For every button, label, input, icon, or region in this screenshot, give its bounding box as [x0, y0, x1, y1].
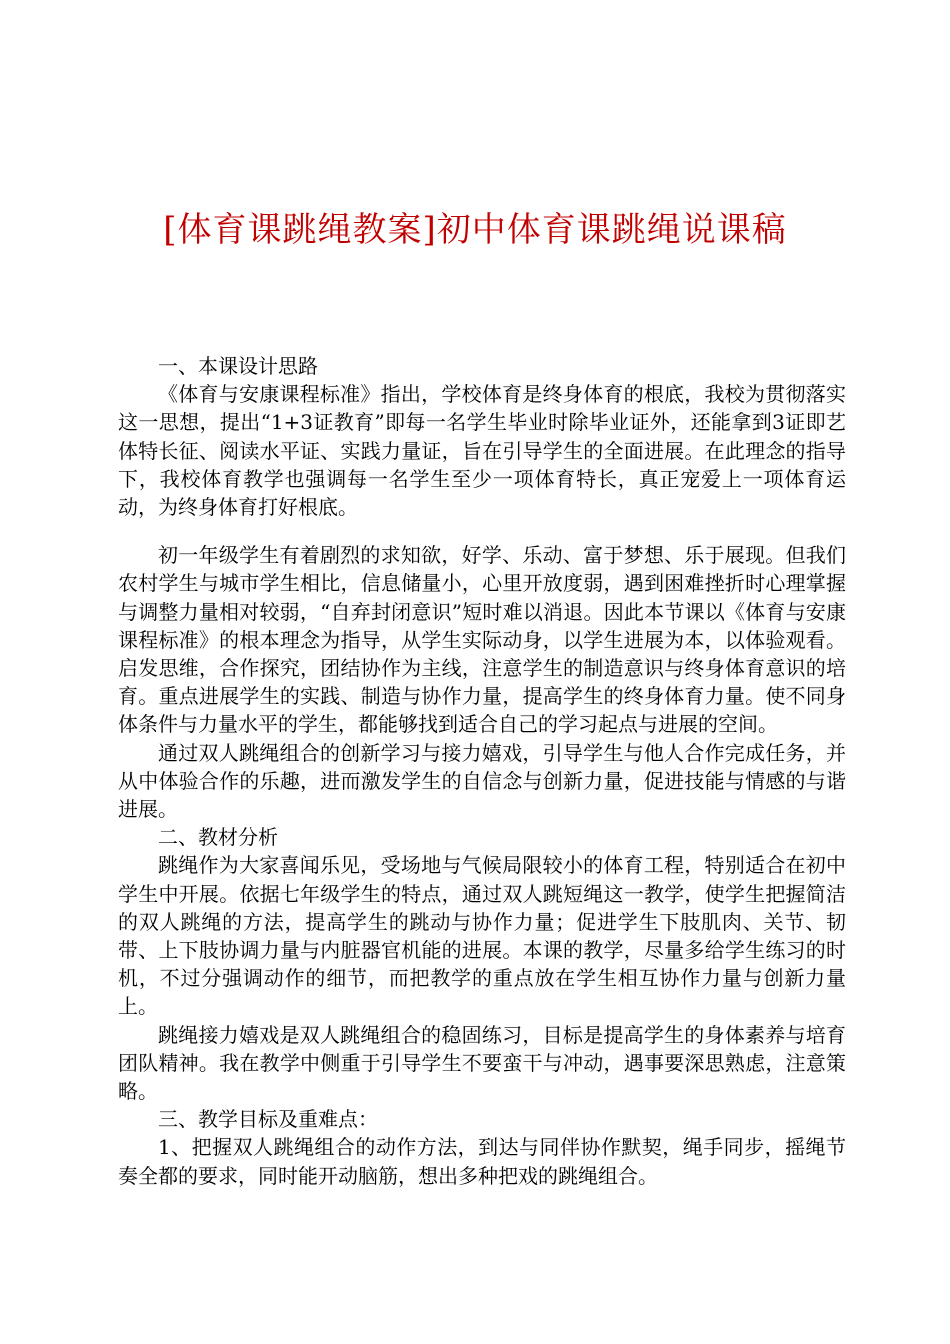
paragraph-relay-game: 跳绳接力嬉戏是双人跳绳组合的稳固练习，目标是提高学生的身体素养与培育团队精神。我在教学中侧重于引导学生不要蛮干与冲动，遇事要深思熟虑，注意策略。	[118, 1022, 846, 1104]
paragraph-rope-skipping-material: 跳绳作为大家喜闻乐见，受场地与气候局限较小的体育工程，特别适合在初中学生中开展。依据七年级学生的特点，通过双人跳短绳这一教学，使学生把握简洁的双人跳绳的方法，提高学生的跳动与协作力量；促进学生下肢肌肉、关节、韧带、上下肢协调力量与内脏器官机能的进展。本课的教学，尽量多给学生练习的时机，不过分强调动作的细节，而把教学的重点放在学生相互协作力量与创新力量上。	[118, 853, 846, 1019]
paragraph-goal-1: 1、把握双人跳绳组合的动作方法，到达与同伴协作默契，绳手同步，摇绳节奏全都的要求，同时能开动脑筋，想出多种把戏的跳绳组合。	[118, 1135, 846, 1188]
paragraph-student-analysis: 初一年级学生有着剧烈的求知欲，好学、乐动、富于梦想、乐于展现。但我们农村学生与城市学生相比，信息储量小，心里开放度弱，遇到困难挫折时心理掌握与调整力量相对较弱，“自弃封闭意识”短时难以消退。因此本节课以《体育与安康课程标准》的根本理念为指导，从学生实际动身，以学生进展为本，以体验观看。启发思维，合作探究，团结协作为主线，注意学生的制造意识与终身体育意识的培育。重点进展学生的实践、制造与协作力量，提高学生的终身体育力量。使不同身体条件与力量水平的学生，都能够找到适合自己的学习起点与进展的空间。	[118, 543, 846, 737]
document-title: [体育课跳绳教案]初中体育课跳绳说课稿	[163, 210, 787, 250]
section-heading-design-idea: 一、本课设计思路	[158, 354, 318, 378]
section-heading-material-analysis: 二、教材分析	[158, 825, 278, 850]
paragraph-curriculum-standard: 《体育与安康课程标准》指出，学校体育是终身体育的根底，我校为贯彻落实这一思想，提出“1+3证教育”即每一名学生毕业时除毕业证外，还能拿到3证即艺体特长征、阅读水平证、实践力量证，旨在引导学生的全面进展。在此理念的指导下，我校体育教学也强调每一名学生至少一项体育特长，真正宠爱上一项体育运动，为终身体育打好根底。	[118, 382, 846, 520]
paragraph-double-rope-goal: 通过双人跳绳组合的创新学习与接力嬉戏，引导学生与他人合作完成任务，并从中体验合作的乐趣，进而激发学生的自信念与创新力量，促进技能与情感的与谐进展。	[118, 740, 846, 822]
section-heading-teaching-goals: 三、教学目标及重难点：	[158, 1107, 378, 1132]
document-body	[118, 352, 846, 1190]
